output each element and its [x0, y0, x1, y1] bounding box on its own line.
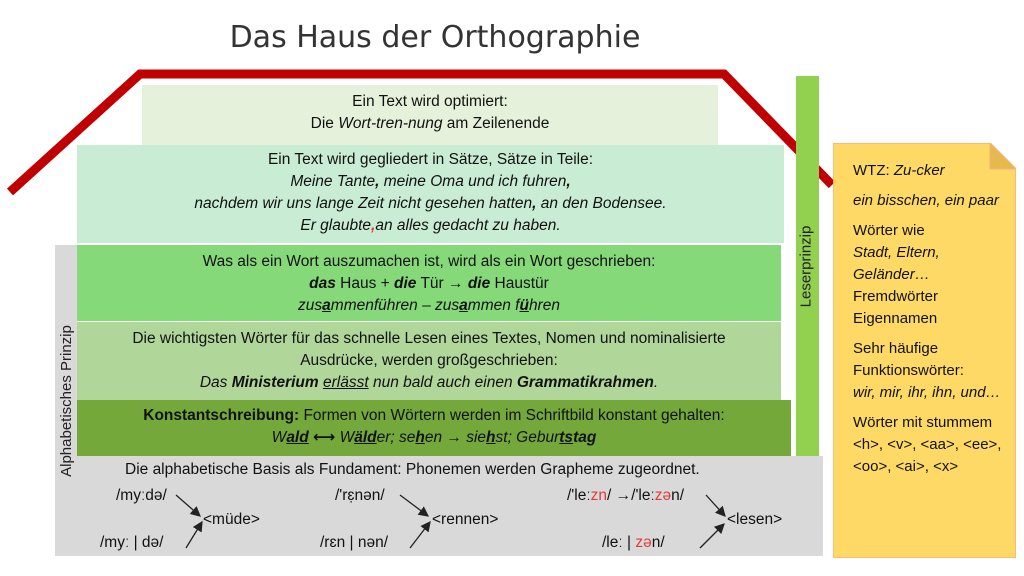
- lesen-seg: /leː |: [602, 534, 636, 551]
- alphabetic-principle-label: Alphabetisches Prinzip: [58, 325, 75, 477]
- block-capitalization: [77, 322, 781, 400]
- arrow-icon: →: [446, 429, 462, 446]
- punct-seg: Meine Tante: [290, 173, 376, 190]
- cs-seg: sie: [461, 429, 487, 446]
- constancy-text: Formen von Wörtern werden im Schriftbild konstant gehalten:: [299, 407, 725, 424]
- lesen-seg: n/: [671, 487, 685, 504]
- note-wtz: [853, 160, 1003, 182]
- lesen-red: zə: [654, 487, 672, 504]
- punctuation-line-4: [77, 215, 784, 237]
- wb-seg: zus: [298, 297, 323, 314]
- punct-seg: an alles gedacht zu haben.: [375, 217, 561, 234]
- punctuation-line-2: [77, 171, 784, 193]
- rennen-syllables: /rɛn | nən/: [320, 534, 389, 551]
- wb-seg: mmen f: [467, 297, 520, 314]
- wb-article: das: [309, 275, 336, 292]
- wb-mark: a: [459, 297, 468, 314]
- lesen-seg: /'leː: [631, 487, 655, 504]
- reader-principle-label: Leserprinzip: [797, 225, 815, 308]
- double-arrow-icon: ⟷: [313, 429, 336, 446]
- cap-noun: Grammatikrahmen: [516, 374, 654, 391]
- lesen-phonemes: [567, 487, 684, 505]
- constancy-line-2: [77, 427, 791, 449]
- capitalization-line-2: Ausdrücke, werden großgeschrieben:: [300, 352, 558, 369]
- cs-mark: h: [486, 429, 496, 446]
- word-boundaries-line-3: [77, 295, 781, 317]
- lesen-syllables: [602, 534, 665, 552]
- exceptions-note-text: [853, 160, 1003, 486]
- lesen-red: zn: [590, 487, 608, 504]
- note-silent-letters: Wörter mit stummem <h>, <v>, <aa>, <ee>, <oo>, <ai>, <x>: [853, 414, 1002, 475]
- constancy-line-1: [77, 405, 791, 427]
- note-phrases: [853, 190, 1003, 212]
- punct-seg: an den Bodensee.: [536, 195, 667, 212]
- note-example: Stadt, Eltern, Geländer…: [853, 244, 940, 283]
- capitalization-line-3: [77, 372, 781, 394]
- hyphenation-line-1: Ein Text wird optimiert:: [352, 93, 508, 110]
- cs-seg: en: [424, 429, 447, 446]
- hyphenation-line-2: [142, 113, 718, 135]
- cs-seg: er; se: [376, 429, 416, 446]
- note-seg: Wörter wie: [853, 222, 925, 239]
- punct-seg: meine Oma und ich fuhren: [383, 173, 567, 190]
- muede-graphemes: <müde>: [203, 511, 260, 528]
- lesen-seg: /'leː: [567, 487, 591, 504]
- wb-mark: ü: [519, 297, 529, 314]
- lesen-graphemes: <lesen>: [727, 511, 783, 528]
- wb-article: die: [394, 275, 417, 292]
- rennen-graphemes: <rennen>: [432, 511, 499, 528]
- wb-arrow-icon: →: [448, 275, 464, 292]
- page-title: Das Haus der Orthographie: [229, 20, 641, 55]
- cap-noun: Ministerium: [231, 374, 319, 391]
- lesen-red: zə: [635, 534, 652, 551]
- cs-mark: äld: [354, 429, 377, 446]
- word-boundaries-line-1: Was als ein Wort auszumachen ist, wird als ein Wort geschrieben:: [202, 253, 656, 270]
- note-example: wir, mir, ihr, ihn, und…: [853, 384, 1001, 401]
- note-seg: Sehr häufige Funktionswörter:: [853, 340, 964, 379]
- cs-seg: W: [339, 429, 355, 446]
- lesen-seg: n/: [651, 534, 665, 551]
- word-boundaries-line-2: [77, 273, 781, 295]
- punct-seg: nachdem wir uns lange Zeit nicht gesehen hatten: [194, 195, 533, 212]
- note-words: [853, 220, 1003, 330]
- block-word-boundaries: [77, 245, 781, 321]
- rennen-phonemes: /'rɛ̣nən/: [335, 487, 385, 504]
- wb-text: Tür: [416, 275, 449, 292]
- punct-comma: ,: [532, 195, 537, 212]
- cap-seg: nun bald auch einen: [368, 374, 517, 391]
- muede-syllables: /myː | də/: [100, 534, 164, 551]
- wb-text: Haus +: [335, 275, 395, 292]
- cs-mark: h: [415, 429, 425, 446]
- note-example: ein bisschen, ein paar: [853, 192, 999, 209]
- cap-verb: erlässt: [322, 374, 369, 391]
- block-foundation: [77, 456, 823, 556]
- wb-seg: mmenführen – zus: [330, 297, 460, 314]
- punctuation-line-3: [77, 193, 784, 215]
- note-seg: WTZ:: [853, 162, 894, 179]
- arrow-icon: →: [615, 487, 632, 504]
- constancy-heading: Konstantschreibung:: [143, 407, 300, 424]
- wb-text: Haustür: [490, 275, 549, 292]
- cs-bold: tag: [573, 429, 597, 446]
- punct-comma: ,: [375, 173, 384, 190]
- cs-seg: W: [271, 429, 287, 446]
- muede-phonemes: /myːdə/: [116, 487, 167, 504]
- capitalization-line-1: Die wichtigsten Wörter für das schnelle Lesen eines Textes, Nomen und nominalisierte: [132, 330, 726, 347]
- punct-comma: ,: [566, 173, 571, 190]
- hyphenation-example: Wort-tren-nung: [338, 115, 443, 132]
- lesen-seg: /: [607, 487, 616, 504]
- cap-seg: Das: [199, 374, 232, 391]
- block-constancy: [77, 400, 791, 456]
- block-punctuation: [77, 145, 784, 243]
- hyphenation-text-end: am Zeilenende: [442, 115, 550, 132]
- wb-seg: hren: [528, 297, 560, 314]
- note-seg: Eigennamen: [853, 310, 938, 327]
- cs-seg: st; Gebur: [495, 429, 560, 446]
- punct-seg: Er glaubte: [300, 217, 372, 234]
- wb-article: die: [463, 275, 491, 292]
- foundation-heading: Die alphabetische Basis als Fundament: Phonemen werden Grapheme zugeordnet.: [125, 461, 700, 478]
- cs-mark: ald: [286, 429, 309, 446]
- punctuation-line-1: Ein Text wird gegliedert in Sätze, Sätze in Teile:: [267, 151, 594, 168]
- note-function-words: [853, 338, 1003, 404]
- hyphenation-text: Die: [310, 115, 339, 132]
- wb-mark: a: [322, 297, 331, 314]
- cs-mark: ts: [559, 429, 574, 446]
- punct-comma-red: ,: [371, 217, 376, 234]
- note-seg: Fremdwörter: [853, 288, 939, 305]
- cap-seg: .: [653, 374, 659, 391]
- block-hyphenation: [142, 85, 718, 145]
- note-example: Zu-cker: [893, 162, 945, 179]
